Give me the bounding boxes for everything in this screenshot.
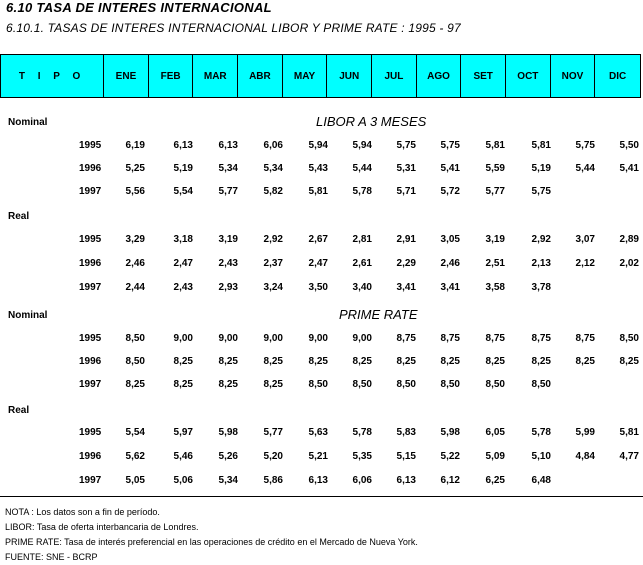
table-row (0, 234, 643, 248)
value-cell: 3,40 (352, 282, 372, 293)
real-label: Real (8, 405, 30, 416)
value-cell: 6,48 (531, 475, 551, 486)
header-month: ENE (104, 55, 149, 97)
value-cell: 3,50 (308, 282, 328, 293)
header-month: ABR (238, 55, 283, 97)
value-cell: 6,06 (263, 140, 283, 151)
value-cell: 5,77 (485, 186, 505, 197)
value-cell: 5,15 (396, 451, 416, 462)
value-cell: 8,25 (575, 356, 595, 367)
value-cell: 5,44 (575, 163, 595, 174)
row-year: 1995 (79, 234, 102, 245)
row-year: 1997 (79, 379, 102, 390)
value-cell: 9,00 (173, 333, 193, 344)
row-year: 1996 (79, 356, 102, 367)
value-cell: 8,25 (308, 356, 328, 367)
value-cell: 8,50 (485, 379, 505, 390)
table-row (0, 333, 643, 347)
value-cell: 5,78 (352, 427, 372, 438)
value-cell: 8,50 (125, 333, 145, 344)
value-cell: 8,25 (352, 356, 372, 367)
value-cell: 5,97 (173, 427, 193, 438)
value-cell: 8,50 (352, 379, 372, 390)
value-cell: 2,47 (173, 258, 193, 269)
value-cell: 3,24 (263, 282, 283, 293)
value-cell: 2,47 (308, 258, 328, 269)
value-cell: 5,62 (125, 451, 145, 462)
value-cell: 5,81 (308, 186, 328, 197)
value-cell: 2,46 (125, 258, 145, 269)
value-cell: 4,84 (575, 451, 595, 462)
row-year: 1996 (79, 258, 102, 269)
value-cell: 9,00 (352, 333, 372, 344)
header-month: DIC (609, 70, 627, 82)
value-cell: 5,54 (173, 186, 193, 197)
table-row (0, 140, 643, 154)
value-cell: 5,75 (531, 186, 551, 197)
table-row (0, 451, 643, 465)
value-cell: 8,25 (218, 379, 238, 390)
value-cell: 8,25 (619, 356, 639, 367)
value-cell: 6,13 (308, 475, 328, 486)
table-row (0, 475, 643, 489)
value-cell: 8,50 (396, 379, 416, 390)
value-cell: 6,13 (396, 475, 416, 486)
value-cell: 8,75 (485, 333, 505, 344)
value-cell: 2,43 (173, 282, 193, 293)
header-month: MAR (193, 55, 238, 97)
table-header (0, 54, 641, 98)
value-cell: 5,54 (125, 427, 145, 438)
footnote: LIBOR: Tasa de oferta interbancaria de Londres. (5, 522, 199, 532)
value-cell: 5,34 (218, 475, 238, 486)
value-cell: 3,78 (531, 282, 551, 293)
header-month: JUL (372, 55, 417, 97)
page-title: 6.10 TASA DE INTERES INTERNACIONAL (6, 0, 272, 15)
value-cell: 8,25 (125, 379, 145, 390)
value-cell: 9,00 (218, 333, 238, 344)
page-subtitle: 6.10.1. TASAS DE INTERES INTERNACIONAL LIBOR Y PRIME RATE : 1995 - 97 (6, 21, 461, 35)
value-cell: 5,81 (531, 140, 551, 151)
value-cell: 5,06 (173, 475, 193, 486)
value-cell: 5,98 (218, 427, 238, 438)
value-cell: 5,72 (440, 186, 460, 197)
value-cell: 8,50 (125, 356, 145, 367)
value-cell: 5,94 (352, 140, 372, 151)
value-cell: 2,51 (485, 258, 505, 269)
value-cell: 8,75 (575, 333, 595, 344)
value-cell: 6,05 (485, 427, 505, 438)
value-cell: 2,43 (218, 258, 238, 269)
value-cell: 5,25 (125, 163, 145, 174)
header-month: MAY (283, 55, 328, 97)
section-title-libor: LIBOR A 3 MESES (316, 114, 427, 129)
value-cell: 2,12 (575, 258, 595, 269)
value-cell: 5,41 (619, 163, 639, 174)
value-cell: 8,25 (173, 379, 193, 390)
table-row (0, 163, 643, 177)
row-year: 1997 (79, 475, 102, 486)
value-cell: 2,92 (263, 234, 283, 245)
value-cell: 5,26 (218, 451, 238, 462)
header-tipo: T I P O (1, 55, 104, 97)
nominal-label: Nominal (8, 117, 48, 128)
value-cell: 5,99 (575, 427, 595, 438)
table-row (0, 379, 643, 393)
value-cell: 6,19 (125, 140, 145, 151)
value-cell: 8,25 (485, 356, 505, 367)
value-cell: 5,34 (218, 163, 238, 174)
value-cell: 2,81 (352, 234, 372, 245)
value-cell: 5,50 (619, 140, 639, 151)
value-cell: 8,75 (531, 333, 551, 344)
value-cell: 5,71 (396, 186, 416, 197)
row-year: 1996 (79, 163, 102, 174)
value-cell: 8,25 (531, 356, 551, 367)
footnote: FUENTE: SNE - BCRP (5, 552, 98, 562)
table-row (0, 282, 643, 296)
value-cell: 3,07 (575, 234, 595, 245)
value-cell: 5,43 (308, 163, 328, 174)
value-cell: 5,63 (308, 427, 328, 438)
value-cell: 5,83 (396, 427, 416, 438)
value-cell: 8,50 (440, 379, 460, 390)
value-cell: 5,75 (575, 140, 595, 151)
value-cell: 5,34 (263, 163, 283, 174)
value-cell: 6,25 (485, 475, 505, 486)
row-year: 1996 (79, 451, 102, 462)
value-cell: 2,91 (396, 234, 416, 245)
value-cell: 5,19 (531, 163, 551, 174)
value-cell: 5,78 (531, 427, 551, 438)
header-month: NOV (551, 55, 596, 97)
value-cell: 8,75 (396, 333, 416, 344)
value-cell: 2,93 (218, 282, 238, 293)
value-cell: 8,75 (440, 333, 460, 344)
value-cell: 8,50 (308, 379, 328, 390)
divider (0, 496, 643, 497)
value-cell: 2,13 (531, 258, 551, 269)
value-cell: 3,19 (218, 234, 238, 245)
value-cell: 6,06 (352, 475, 372, 486)
value-cell: 5,81 (619, 427, 639, 438)
value-cell: 5,10 (531, 451, 551, 462)
value-cell: 2,02 (619, 258, 639, 269)
value-cell: 2,67 (308, 234, 328, 245)
header-month: OCT (506, 55, 551, 97)
section-title-prime: PRIME RATE (339, 307, 418, 322)
footnote: PRIME RATE: Tasa de interés preferencial en las operaciones de crédito en el Mercado de Nueva York. (5, 537, 418, 547)
table-row (0, 258, 643, 272)
row-year: 1997 (79, 282, 102, 293)
value-cell: 8,25 (263, 356, 283, 367)
value-cell: 5,98 (440, 427, 460, 438)
value-cell: 5,41 (440, 163, 460, 174)
value-cell: 3,18 (173, 234, 193, 245)
header-month: AGO (417, 55, 462, 97)
value-cell: 2,44 (125, 282, 145, 293)
row-year: 1995 (79, 140, 102, 151)
value-cell: 4,77 (619, 451, 639, 462)
value-cell: 5,77 (263, 427, 283, 438)
value-cell: 5,19 (173, 163, 193, 174)
value-cell: 5,75 (440, 140, 460, 151)
header-month: FEB (149, 55, 194, 97)
value-cell: 8,25 (218, 356, 238, 367)
value-cell: 3,41 (440, 282, 460, 293)
value-cell: 6,13 (173, 140, 193, 151)
value-cell: 5,31 (396, 163, 416, 174)
row-year: 1995 (79, 333, 102, 344)
value-cell: 9,00 (308, 333, 328, 344)
value-cell: 5,09 (485, 451, 505, 462)
value-cell: 5,77 (218, 186, 238, 197)
value-cell: 5,75 (396, 140, 416, 151)
value-cell: 3,41 (396, 282, 416, 293)
nominal-label: Nominal (8, 310, 48, 321)
value-cell: 2,61 (352, 258, 372, 269)
value-cell: 5,21 (308, 451, 328, 462)
value-cell: 5,56 (125, 186, 145, 197)
table-row (0, 356, 643, 370)
footnotes (5, 505, 418, 565)
value-cell: 6,13 (218, 140, 238, 151)
value-cell: 5,20 (263, 451, 283, 462)
value-cell: 5,78 (352, 186, 372, 197)
value-cell: 5,46 (173, 451, 193, 462)
value-cell: 8,25 (440, 356, 460, 367)
value-cell: 3,05 (440, 234, 460, 245)
header-month: JUN (327, 55, 372, 97)
value-cell: 5,86 (263, 475, 283, 486)
value-cell: 2,89 (619, 234, 639, 245)
value-cell: 5,94 (308, 140, 328, 151)
value-cell: 5,22 (440, 451, 460, 462)
value-cell: 8,25 (263, 379, 283, 390)
value-cell: 2,92 (531, 234, 551, 245)
value-cell: 5,35 (352, 451, 372, 462)
value-cell: 5,44 (352, 163, 372, 174)
value-cell: 6,12 (440, 475, 460, 486)
value-cell: 8,25 (396, 356, 416, 367)
table-row (0, 427, 643, 441)
table-row (0, 186, 643, 200)
value-cell: 9,00 (263, 333, 283, 344)
value-cell: 5,82 (263, 186, 283, 197)
value-cell: 2,46 (440, 258, 460, 269)
row-year: 1997 (79, 186, 102, 197)
value-cell: 5,05 (125, 475, 145, 486)
value-cell: 5,59 (485, 163, 505, 174)
value-cell: 8,50 (619, 333, 639, 344)
value-cell: 8,50 (531, 379, 551, 390)
row-year: 1995 (79, 427, 102, 438)
value-cell: 2,37 (263, 258, 283, 269)
value-cell: 3,29 (125, 234, 145, 245)
footnote: NOTA : Los datos son a fin de período. (5, 507, 160, 517)
value-cell: 5,81 (485, 140, 505, 151)
real-label: Real (8, 211, 30, 222)
value-cell: 3,19 (485, 234, 505, 245)
value-cell: 2,29 (396, 258, 416, 269)
value-cell: 8,25 (173, 356, 193, 367)
value-cell: 3,58 (485, 282, 505, 293)
header-month: SET (461, 55, 506, 97)
